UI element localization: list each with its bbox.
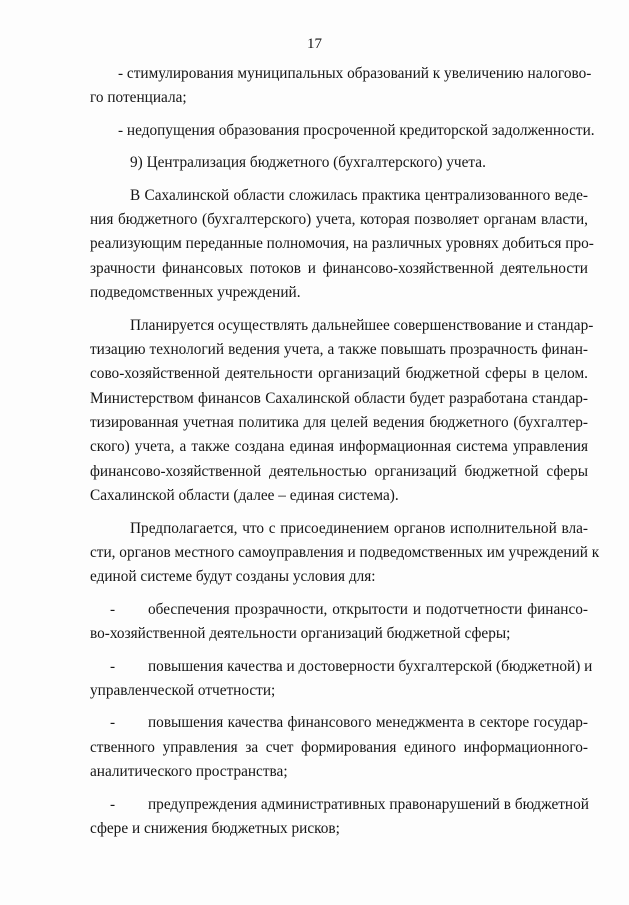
paragraph (90, 793, 588, 842)
paragraph (90, 598, 588, 647)
line-text: ния бюджетного (бухгалтерского) учета, которая позволяет органам власти, (90, 210, 588, 228)
text-line (90, 338, 588, 362)
list-dash: - (110, 657, 116, 675)
paragraph (90, 517, 600, 590)
paragraph (90, 314, 594, 509)
text-line (90, 281, 588, 305)
line-text: сти, органов местного самоуправления и подведомственных им учреждений к (90, 544, 600, 562)
text-line (90, 387, 588, 411)
line-text: В Сахалинской области сложилась практика централизованного веде- (130, 186, 588, 204)
text-line (90, 541, 600, 565)
text-line (90, 817, 588, 841)
line-text: во-хозяйственной деятельности организаций бюджетной сферы; (90, 625, 511, 643)
paragraph-gap (90, 509, 588, 517)
line-text: повышения качества и достоверности бухгалтерской (бюджетной) и (148, 657, 593, 675)
paragraph (90, 655, 593, 704)
paragraph-gap (90, 111, 588, 119)
paragraph (90, 711, 588, 784)
text-line (90, 760, 588, 784)
text-line (90, 711, 588, 735)
line-text: подведомственных учреждений. (90, 284, 301, 302)
text-line (90, 460, 588, 484)
line-text: ского) учета, а также создана единая информационная система управления (90, 438, 588, 456)
line-text: - недопущения образования просроченной кредиторской задолженности. (118, 121, 595, 139)
line-text: сово-хозяйственной деятельности организаций бюджетной сферы в целом. (90, 365, 588, 383)
line-text: Планируется осуществлять дальнейшее совершенствование и стандар- (130, 316, 594, 334)
text-line (90, 679, 588, 703)
line-text: Министерством финансов Сахалинской области будет разработана стандар- (90, 389, 588, 407)
line-text: сфере и снижения бюджетных рисков; (90, 819, 340, 837)
list-dash: - (110, 600, 116, 618)
paragraph-gap (90, 703, 588, 711)
document-body (90, 62, 600, 841)
line-text: предупреждения административных правонарушений в бюджетной (148, 795, 589, 813)
line-text: Сахалинской области (далее – единая система). (90, 487, 399, 505)
text-line (90, 736, 588, 760)
text-line (90, 314, 594, 338)
line-text: аналитического пространства; (90, 763, 288, 781)
text-line (90, 184, 588, 208)
text-line (90, 655, 593, 679)
line-text: тизацию технологий ведения учета, а также повышать прозрачность финан- (90, 340, 588, 358)
text-line (90, 62, 592, 86)
line-text: финансово-хозяйственной деятельностью организаций бюджетной сферы (90, 462, 588, 480)
line-text: зрачности финансовых потоков и финансово-хозяйственной деятельности (90, 259, 588, 277)
text-line (90, 362, 588, 386)
line-text: го потенциала; (90, 89, 187, 107)
text-line (90, 151, 588, 175)
paragraph (90, 151, 588, 175)
text-line (90, 484, 588, 508)
line-text: 9) Централизация бюджетного (бухгалтерского) учета. (130, 154, 486, 172)
paragraph-gap (90, 306, 588, 314)
text-line (90, 86, 588, 110)
page-number: 17 (307, 36, 322, 52)
line-text: тизированная учетная политика для целей ведения бюджетного (бухгалтер- (90, 414, 588, 432)
text-line (90, 232, 594, 256)
text-line (90, 565, 588, 589)
line-text: управленческой отчетности; (90, 681, 276, 699)
text-line (90, 257, 588, 281)
line-text: повышения качества финансового менеджмента в секторе государ- (148, 714, 588, 732)
text-line (90, 622, 588, 646)
line-text: ственного управления за счет формирования единого информационного- (90, 738, 588, 756)
text-line (90, 435, 588, 459)
paragraph (90, 184, 594, 306)
text-line (90, 598, 588, 622)
text-line (90, 411, 588, 435)
paragraph-gap (90, 647, 588, 655)
paragraph-gap (90, 176, 588, 184)
paragraph-gap (90, 590, 588, 598)
line-text: - стимулирования муниципальных образований к увеличению налогово- (118, 65, 592, 82)
line-text: Предполагается, что с присоединением органов исполнительной вла- (130, 519, 588, 537)
text-line (90, 208, 588, 232)
list-dash: - (110, 714, 116, 732)
text-line (90, 517, 588, 541)
line-text: обеспечения прозрачности, открытости и подотчетности финансо- (148, 600, 588, 618)
paragraph (90, 62, 592, 111)
line-text: реализующим переданные полномочия, на различных уровнях добиться про- (90, 235, 594, 253)
paragraph (90, 119, 595, 143)
line-text: единой системе будут созданы условия для: (90, 568, 376, 586)
paragraph-gap (90, 143, 588, 151)
paragraph-gap (90, 785, 588, 793)
text-line (90, 119, 595, 143)
text-line (90, 793, 588, 817)
list-dash: - (110, 795, 116, 813)
